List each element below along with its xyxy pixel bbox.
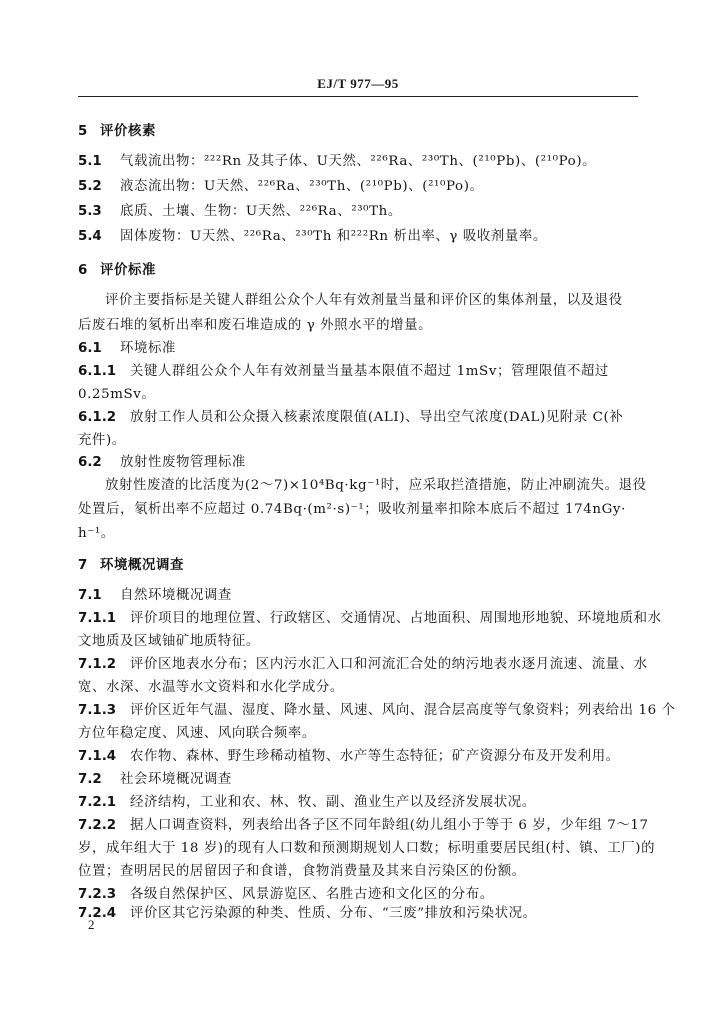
section-7-title: 环境概况调查 — [100, 558, 184, 573]
item-7-2-1: 7.2.1 经济结构，工业和农、林、牧、副、渔业生产以及经济发展状况。 — [78, 795, 536, 810]
sec6-2-paragraph-line-1: 放射性废渣的比活度为(2～7)×10⁴Bq·kg⁻¹时，应采取拦渣措施，防止冲刷流失。退役 — [105, 478, 647, 493]
subsection-6-1: 6.1 环境标准 — [78, 341, 176, 356]
item-7-2-2-line-2: 岁，成年组大于 18 岁)的现有人口数和预测期规划人口数；标明重要居民组(村、镇、工厂)的 — [78, 841, 656, 856]
section-5-title: 评价核素 — [100, 124, 156, 139]
item-6-1-1-line-2: 0.25mSv。 — [78, 387, 156, 402]
item-5-2: 5.2 液态流出物：U天然、²²⁶Ra、²³⁰Th、(²¹⁰Pb)、(²¹⁰Po)。 — [78, 179, 484, 194]
item-7-2-3: 7.2.3 各级自然保护区、风景游览区、名胜古迹和文化区的分布。 — [78, 887, 494, 902]
item-6-1-1-line-1: 6.1.1 关键人群组公众个人年有效剂量当量基本限值不超过 1mSv；管理限值不超过 — [78, 364, 609, 379]
subsection-7-2: 7.2 社会环境概况调查 — [78, 772, 232, 787]
section-5-heading: 5 评价核素 — [78, 124, 156, 139]
item-7-2-2-line-1: 7.2.2 据人口调查资料，列表给出各子区不同年龄组(幼儿组小于等于 6 岁，少年组 7～17 — [78, 818, 649, 833]
item-7-1-1-line-1: 7.1.1 评价项目的地理位置、行政辖区、交通情况、占地面积、周围地形地貌、环境地质和水 — [78, 611, 662, 626]
subsection-6-2: 6.2 放射性废物管理标准 — [78, 455, 246, 470]
sec6-paragraph-line-2: 后废石堆的氡析出率和废石堆造成的 γ 外照水平的增量。 — [78, 318, 433, 333]
item-7-1-2-line-2: 宽、水深、水温等水文资料和水化学成分。 — [78, 680, 344, 695]
item-7-1-3-line-1: 7.1.3 评价区近年气温、湿度、降水量、风速、风向、混合层高度等气象资料；列表给出 16 个 — [78, 703, 676, 718]
sec6-paragraph-line-1: 评价主要指标是关键人群组公众个人年有效剂量当量和评价区的集体剂量，以及退役 — [105, 293, 623, 308]
item-7-1-2-line-1: 7.1.2 评价区地表水分布；区内污水汇入口和河流汇合处的纳污地表水逐月流速、流量、水 — [78, 657, 648, 672]
item-7-1-4: 7.1.4 农作物、森林、野生珍稀动植物、水产等生态特征；矿产资源分布及开发利用。 — [78, 749, 620, 764]
page-number: 2 — [88, 917, 95, 932]
item-7-2-4: 7.2.4 评价区其它污染源的种类、性质、分布、“三废”排放和污染状况。 — [78, 906, 537, 921]
section-6-title: 评价标准 — [100, 263, 156, 278]
sec6-2-paragraph-line-2: 处置后，氡析出率不应超过 0.74Bq·(m²·s)⁻¹；吸收剂量率扣除本底后不超过 174nGy· — [78, 502, 626, 517]
page-header-doc-code: EJ/T 977—95 — [317, 76, 399, 91]
item-6-1-2-line-1: 6.1.2 放射工作人员和公众摄入核素浓度限值(ALI)、导出空气浓度(DAL)见附录 C(补 — [78, 410, 624, 425]
item-6-1-2-line-2: 充件)。 — [78, 433, 126, 448]
header-rule — [78, 96, 638, 97]
item-7-2-2-line-3: 位置；查明居民的居留因子和食谱，食物消费量及其来自污染区的份额。 — [78, 864, 526, 879]
sec6-2-paragraph-line-3: h⁻¹。 — [78, 526, 115, 541]
item-7-1-1-line-2: 文地质及区域铀矿地质特征。 — [78, 634, 260, 649]
item-5-3: 5.3 底质、土壤、生物：U天然、²²⁶Ra、²³⁰Th。 — [78, 204, 402, 219]
item-5-4: 5.4 固体废物：U天然、²²⁶Ra、²³⁰Th 和²²²Rn 析出率、γ 吸收剂量率。 — [78, 229, 547, 244]
subsection-7-1: 7.1 自然环境概况调查 — [78, 588, 232, 603]
item-7-1-3-line-2: 方位年稳定度、风速、风向联合频率。 — [78, 726, 316, 741]
item-5-1: 5.1 气载流出物：²²²Rn 及其子体、U天然、²²⁶Ra、²³⁰Th、(²¹⁰Pb)、(²¹⁰Po)。 — [78, 154, 597, 169]
section-6-heading: 6 评价标准 — [78, 263, 156, 278]
section-7-heading: 7 环境概况调查 — [78, 558, 184, 573]
